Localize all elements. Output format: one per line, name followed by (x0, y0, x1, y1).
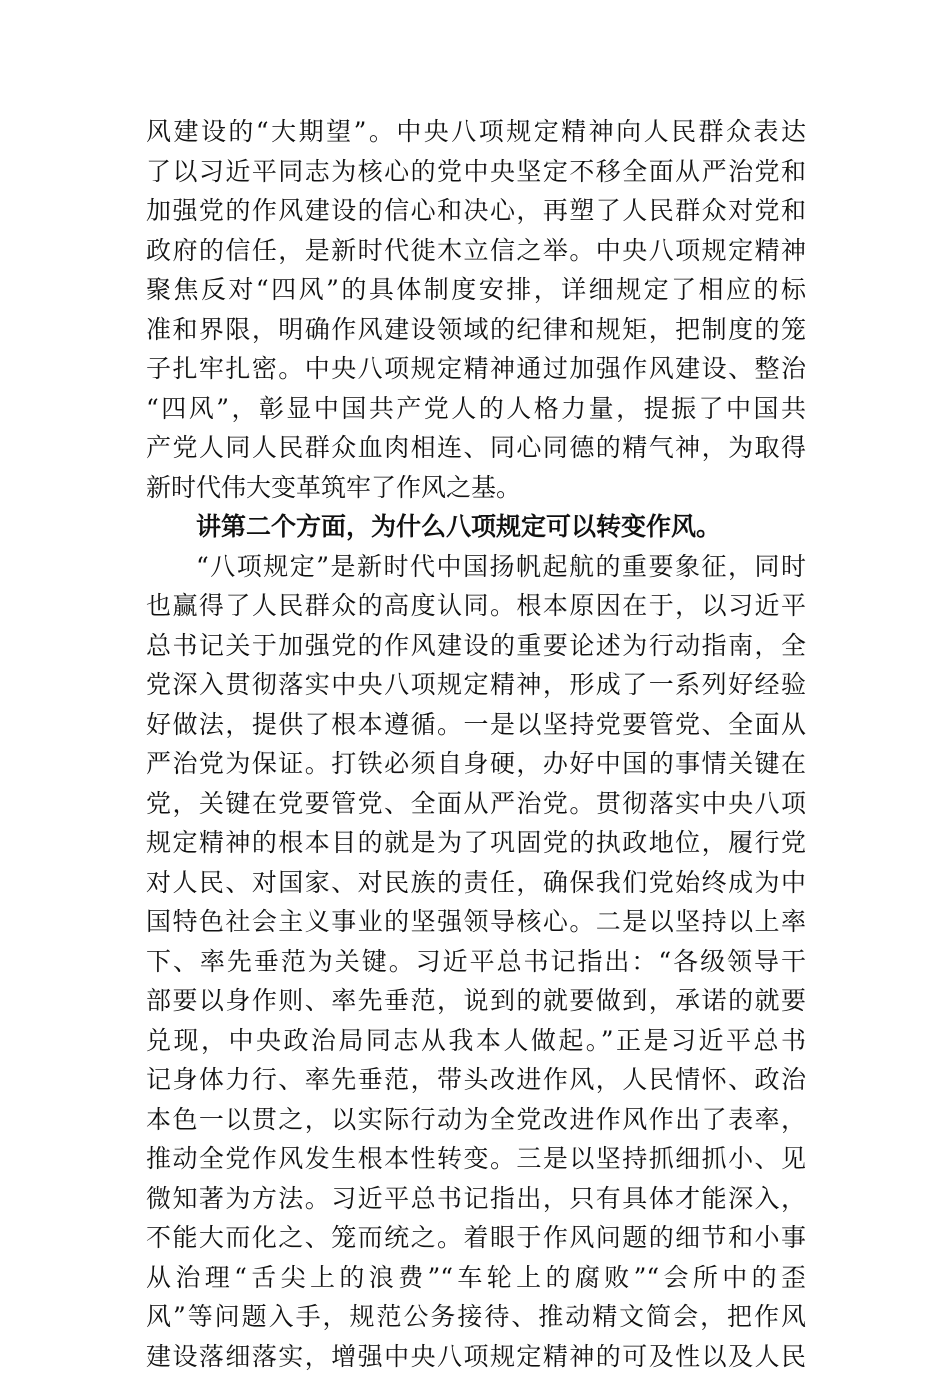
text-line: 子扎牢扎密。中央八项规定精神通过加强作风建设、整治 (146, 349, 806, 389)
text-line: 推动全党作风发生根本性转变。三是以坚持抓细抓小、见 (146, 1139, 806, 1179)
text-line: 党深入贯彻落实中央八项规定精神，形成了一系列好经验 (146, 665, 806, 705)
text-line: 对人民、对国家、对民族的责任，确保我们党始终成为中 (146, 863, 806, 903)
text-line: 党，关键在党要管党、全面从严治党。贯彻落实中央八项 (146, 784, 806, 824)
text-line: 新时代伟大变革筑牢了作风之基。 (146, 468, 806, 508)
paragraph-1 (146, 112, 806, 507)
text-line: 产党人同人民群众血肉相连、同心同德的精气神，为取得 (146, 428, 806, 468)
text-line: 下、率先垂范为关键。习近平总书记指出：“各级领导干 (146, 942, 806, 982)
text-line: 记身体力行、率先垂范，带头改进作风，人民情怀、政治 (146, 1060, 806, 1100)
text-line: 准和界限，明确作风建设领域的纪律和规矩，把制度的笼 (146, 310, 806, 350)
document-body (146, 112, 806, 1376)
text-line: 本色一以贯之，以实际行动为全党改进作风作出了表率， (146, 1100, 806, 1140)
paragraph-2 (146, 547, 806, 1376)
text-line: 规定精神的根本目的就是为了巩固党的执政地位，履行党 (146, 823, 806, 863)
text-line: 政府的信任，是新时代徙木立信之举。中央八项规定精神 (146, 231, 806, 271)
text-line: 微知著为方法。习近平总书记指出，只有具体才能深入， (146, 1179, 806, 1219)
text-line: 部要以身作则、率先垂范，说到的就要做到，承诺的就要 (146, 981, 806, 1021)
text-line: 国特色社会主义事业的坚强领导核心。二是以坚持以上率 (146, 902, 806, 942)
text-line: 风建设的“大期望”。中央八项规定精神向人民群众表达 (146, 112, 806, 152)
text-line: 聚焦反对“四风”的具体制度安排，详细规定了相应的标 (146, 270, 806, 310)
text-line: 也赢得了人民群众的高度认同。根本原因在于，以习近平 (146, 586, 806, 626)
text-line: “四风”，彰显中国共产党人的人格力量，提振了中国共 (146, 389, 806, 429)
text-line: “八项规定”是新时代中国扬帆起航的重要象征，同时 (146, 547, 806, 587)
text-line: 加强党的作风建设的信心和决心，再塑了人民群众对党和 (146, 191, 806, 231)
text-line: 了以习近平同志为核心的党中央坚定不移全面从严治党和 (146, 152, 806, 192)
text-line: 兑现，中央政治局同志从我本人做起。”正是习近平总书 (146, 1021, 806, 1061)
text-line: 从治理“舌尖上的浪费”“车轮上的腐败”“会所中的歪 (146, 1258, 806, 1298)
text-line: 建设落细落实，增强中央八项规定精神的可及性以及人民 (146, 1337, 806, 1376)
text-line: 风”等问题入手，规范公务接待、推动精文简会，把作风 (146, 1297, 806, 1337)
text-line: 总书记关于加强党的作风建设的重要论述为行动指南，全 (146, 626, 806, 666)
text-line: 好做法，提供了根本遵循。一是以坚持党要管党、全面从 (146, 705, 806, 745)
text-line: 严治党为保证。打铁必须自身硬，办好中国的事情关键在 (146, 744, 806, 784)
text-line: 不能大而化之、笼而统之。着眼于作风问题的细节和小事 (146, 1218, 806, 1258)
section-heading: 讲第二个方面，为什么八项规定可以转变作风。 (146, 507, 806, 547)
